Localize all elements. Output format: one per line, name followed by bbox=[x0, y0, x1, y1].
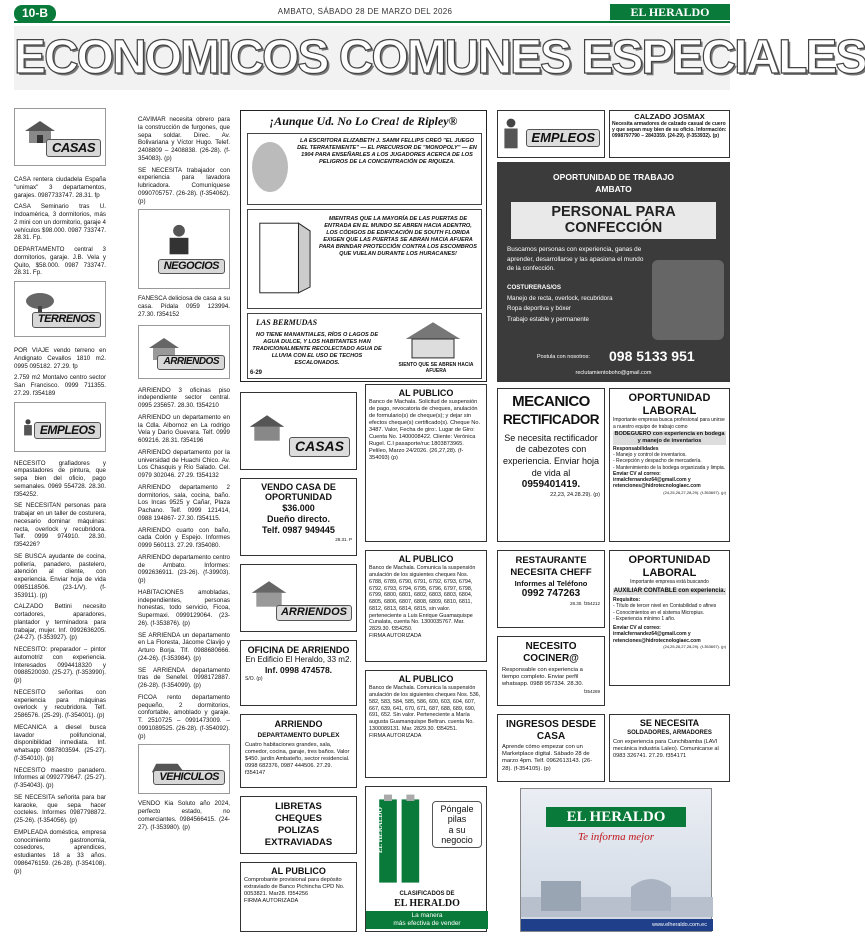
empleos-ad: NECESITO señoritas con experiencia para máquinas overlock y recubridora. Telf. 2586576. (25-29). (f-354001). (p) bbox=[14, 688, 106, 719]
cocinero-ad bbox=[497, 636, 605, 706]
arriendos-ad: SE ARRIENDA departamento tras de Senefel. 0998172887. (26-28). (f-354099). (p) bbox=[138, 666, 230, 689]
oportunidad-laboral-resp: - Mantenimiento de la bodega organizada y limpia. bbox=[613, 464, 726, 471]
oficina-line: En Edificio El Heraldo, 33 m2. bbox=[245, 655, 352, 665]
empleos-label: EMPLEOS bbox=[526, 129, 600, 147]
oportunidad-laboral-req-title: Requisitos: bbox=[613, 597, 641, 604]
calzado-ad bbox=[609, 110, 730, 158]
empleos-ad: SE NECESITAN personas para trabajar en un taller de costurera, necesario dominar máquinas: recta, overlock y recubridora. Telf. 0999 974910. 28.30. f354226? bbox=[14, 502, 106, 548]
restaurante-code: 28.30. f354212 bbox=[569, 600, 600, 606]
ripley-title: ¡Aunque Ud. No Lo Crea! de Ripley® bbox=[269, 114, 458, 128]
arriendos-ad: FICOA rento departamento pequeño, 2 dormitorios, confortable, amoblado y garaje. T. 2510725 – 0991473009. – 0991089525. (26-28). (f-354092). (p) bbox=[138, 693, 230, 740]
arriendo-duplex-title: ARRIENDO bbox=[274, 719, 323, 729]
house-icon bbox=[247, 413, 287, 443]
ingresos-text: Aprende cómo empezar con un Marketplace digital. Sábado 28 de marzo 4pm. Telf. 0962613143. (26-28). (f-354105). (p) bbox=[502, 744, 593, 772]
arriendo-duplex-ad bbox=[240, 714, 357, 788]
arriendos-ad: ARRIENDO un departamento en la Cdla. Albornoz en La rodrigo Vela y Darío Guevara. Telf. 0999 609216. 28.31. f354196 bbox=[138, 413, 230, 444]
oportunidad-laboral-resp-title: Responsabilidades bbox=[613, 445, 659, 452]
al-publico-text: Comprobante provisional para depósito extraviado de Banco Pichincha CPD No. 0053821. Mar28. f354256 bbox=[244, 877, 345, 898]
arriendos-ad: ARRIENDO cuarto con baño, cada Colón y Espejo. Informes 0999 560113. 27.29. f354080. bbox=[138, 526, 230, 549]
pongale-text-box bbox=[432, 801, 482, 848]
restaurante-ad bbox=[497, 550, 605, 628]
oportunidad-laboral-ad bbox=[609, 550, 730, 686]
page-header bbox=[0, 0, 730, 22]
oportunidad-laboral-cv: Enviar CV al correo: bbox=[613, 470, 661, 477]
column-2 bbox=[138, 116, 230, 938]
al-publico-sign: FIRMA AUTORIZADA bbox=[244, 898, 299, 905]
seamstress-photo bbox=[652, 260, 724, 340]
al-publico-text: Banco de Machala. Solicitud de suspensión de pago, revocatoria de cheques, anulación de formulario(s) de cheque(s); y dejar sin efectos cheque(s) certificado(s). Cheque No. 3487. Valor, Fecha de giro:. Lugar de Giro: Cuenta No. 1400008422. Cliente: Verónica Rugel. C.I pasaporte/ruc 1803873965. Pelileo, Marzo 24/2026. (26,27,28). (f-354093) (p) bbox=[369, 399, 480, 462]
heraldo-ad-slogan: Te informa mejor bbox=[578, 831, 654, 843]
header-logo: EL HERALDO bbox=[610, 4, 730, 20]
businessman-icon bbox=[500, 113, 522, 155]
businessman-icon bbox=[159, 214, 199, 264]
al-publico-sign: FIRMA AUTORIZADA bbox=[369, 632, 422, 639]
empleos-ad: NECESITO grafiadores y empastadores de pintura, que sepa bien del oficio, pago semanales. 0969 554728. 28.30. f354252. bbox=[14, 459, 106, 498]
restaurante-title: RESTAURANTE NECESITA CHEFF bbox=[510, 555, 592, 578]
oportunidad-item: Manejo de recta, overlock, recubridora bbox=[507, 294, 613, 302]
oportunidad-title: PERSONAL PARA CONFECCIÓN bbox=[511, 202, 716, 239]
oportunidad-laboral-ad bbox=[609, 388, 730, 542]
al-publico-ad bbox=[240, 862, 357, 932]
pongale-slogan-2: más efectiva de vender bbox=[393, 920, 461, 928]
casas-logo-2 bbox=[240, 392, 357, 470]
oportunidad-laboral-resp: - Manejo y control de inventarios. bbox=[613, 452, 687, 458]
arriendo-duplex-sub: DEPARTAMENTO DUPLEX bbox=[257, 732, 340, 740]
arriendos-label: ARRIENDOS bbox=[276, 605, 352, 621]
oficina-ad bbox=[240, 640, 357, 706]
ripley-panel-1 bbox=[247, 133, 482, 205]
negocios-logo bbox=[138, 209, 230, 289]
oportunidad-trabajo-ad bbox=[497, 162, 730, 382]
oficina-title: OFICINA DE ARRIENDO bbox=[247, 645, 350, 655]
arriendo-duplex-text: Cuatro habitaciones grandes, sala, comedor, cocina, garaje, tres baños. Valor $450. jardín Ambateño, sector residencial. 0998 682376, 0987 444506. 27.29. f354147 bbox=[245, 742, 350, 777]
se-necesita-sub: SOLDADORES, ARMADORES bbox=[627, 730, 712, 737]
oportunidad-laboral-code: (24,25,26,27,28,29). (f-353697). (p) bbox=[663, 489, 726, 495]
mecanico-code: 22,23, 24.28.29). (p) bbox=[550, 491, 600, 498]
oficina-tel: Inf. 0998 474578. bbox=[264, 665, 333, 676]
al-publico-ad bbox=[365, 384, 487, 542]
empleos-ad: NECESITO: preparador – pintor automotriz con experiencia. Interesados 0994418320 y 0988520030. (25-27). (f-353990). (p) bbox=[14, 646, 106, 684]
calzado-text: Necesita armadores de calzado casual de cuero y que sepan muy bien de su oficio. Información: 0998797790 – 2843359. (24-29). (f-353932). (p) bbox=[612, 120, 727, 140]
oportunidad-email: reclutamientoboho@gmail.com bbox=[575, 370, 652, 376]
cocinero-text: Responsable con experiencia a tiempo completo. Enviar perfil whatsapp. 0988 957334. 28.30. bbox=[502, 667, 584, 688]
ripley-panel-3 bbox=[247, 313, 482, 379]
oportunidad-laboral-req: - Conocimientos en el sistema Micropius. bbox=[613, 609, 705, 616]
oportunidad-laboral-emails: irmalcfernandez64@gmail.com y retenciones@hidrotecnologiaec.com bbox=[613, 477, 701, 490]
oportunidad-laboral-title: OPORTUNIDAD LABORAL bbox=[628, 392, 711, 417]
arriendos-ad: HABITACIONES amobladas, independientes, personas honestas, todo servicio, Ficoa, Supermaxi. 0999129064. (23-26). (f-353876). (p) bbox=[138, 588, 230, 627]
oportunidad-laboral-req: - Título de tercer nivel en Contabilidad o afines bbox=[613, 603, 717, 610]
mecanico-tel: 0959401419. bbox=[521, 479, 581, 491]
empleos-ad: MECANICA a diesel busca lavador polifuncional, disponibilidad inmediata. Inf. whatsapp 0987803594. (25-27). (f-354010). (p) bbox=[14, 723, 106, 762]
house-icon bbox=[398, 318, 468, 360]
pongale-slogan bbox=[366, 911, 488, 929]
empleos-logo bbox=[14, 402, 106, 452]
restaurante-info: Informes al Teléfono bbox=[514, 578, 588, 588]
pongale-brand: EL HERALDO bbox=[376, 807, 384, 854]
vehiculos-logo bbox=[138, 744, 230, 794]
se-necesita-title: SE NECESITA bbox=[639, 718, 700, 728]
vendo-casa-price: $36.000 bbox=[282, 502, 315, 513]
arriendos-ad: ARRIENDO departamento por la universidad de Huachi Chico. Av. Los Chasquis y Río Salado. Cel. 0979 302046. 27.29. f354132 bbox=[138, 448, 230, 479]
oportunidad-laboral-role: BODEGUERO con experiencia en bodega y manejo de inventarios bbox=[614, 430, 725, 444]
al-publico-ad bbox=[365, 550, 487, 662]
empleos-ad: SE BUSCA ayudante de cocina, pollería, panadero, pastelero, atención al cliente, con experiencia. Enviar hoja de vida 0985118506. (23-1/V). (f-353911). (p) bbox=[14, 552, 106, 599]
arriendos-logo bbox=[138, 325, 230, 379]
pongale-clasif: CLASIFICADOS DE bbox=[399, 891, 455, 897]
oportunidad-list-title: COSTURERAS/OS bbox=[507, 283, 561, 291]
libretas-line: EXTRAVIADAS bbox=[264, 836, 333, 848]
negocios-label: NEGOCIOS bbox=[158, 259, 225, 275]
vehiculos-label: VEHICULOS bbox=[153, 770, 225, 786]
terrenos-logo bbox=[14, 281, 106, 337]
oportunidad-item: Ropa deportiva y bóxer bbox=[507, 305, 571, 313]
empleos-ad: SE NECESITA señorita para bar karaoke, que sepa hacer cocteles. Informes 0987798872. (25-26). (f-354056). (p) bbox=[14, 793, 106, 824]
casas-ad: DEPARTAMENTO central 3 dormitorios, garaje. J.B. Vela y Quito, $58.000. 0987 733747. 28.31. Fp. bbox=[14, 246, 106, 277]
ripley-text-2: MIENTRAS QUE LA MAYORÍA DE LAS PUERTAS DE ENTRADA EN EL MUNDO SE ABREN HACIA ADENTRO, LOS CÓDIGOS DE EDIFICACIÓN DE SOUTH FLORIDA EXIGEN QUE LAS PUERTAS SE ABRAN HACIA AFUERA PARA BRINDAR PROTECCIÓN CONTRA LOS ESCOMBROS QUE VUELAN DURANTE LOS HURACANES! bbox=[319, 216, 477, 257]
al-publico-text: Banco de Machala. Comunica la suspensión anulación de los siguientes cheques Nos. 6788, 6789, 6790, 6791, 6792, 6793, 6794, 6792, 6793, 6794, 6795, 6796, 6797, 6798, 6799, 6800, 6801, 6802, 6803, 6803, 6804, 6805, 6806, 6807, 6808, 6809, 6810, 6811, 6812, 6813, 6814, 6815, sin valor. perteneciente a Luis Enrique Guamaquispe Cunalata, cuenta No. 1300035767. Mar. 2829.30. f354250. bbox=[369, 565, 476, 632]
vendo-casa-code: 28.31. P bbox=[335, 536, 352, 542]
vendo-casa-title: VENDO CASA DE OPORTUNIDAD bbox=[261, 482, 336, 502]
heraldo-ad-url[interactable]: www.elheraldo.com.ec bbox=[521, 919, 713, 931]
empleos-ad: CAVIMAR necesita obrero para la construcción de furgones, que sepa soldar. Direc. Av. Bolivariana y Víctor Hugo. Telef. 2408809 – 2408838. (26-28). (f-354083). (p) bbox=[138, 116, 230, 162]
mecanico-text: Se necesita rectificador de cabezotes con experiencia. Enviar hoja de vida al bbox=[502, 432, 600, 478]
libretas-line: POLIZAS bbox=[277, 824, 320, 836]
terrenos-ad: 2.759 m2 Montalvo centro sector San Francisco. 0999 711355. 27.29. f354189 bbox=[14, 374, 106, 397]
vendo-casa-owner: Dueño directo. bbox=[266, 514, 330, 525]
casas-logo bbox=[14, 108, 106, 166]
el-heraldo-ad bbox=[520, 788, 712, 932]
oportunidad-laboral-role: AUXILIAR CONTABLE con experiencia. bbox=[613, 587, 726, 594]
portrait-image bbox=[252, 142, 288, 192]
arriendos-ad: SE ARRIENDA un departamento en La Floresta, Jácome Clavijo y Arturo Borja. Tlf. 0988680666. (24-26). (f-353984). (p) bbox=[138, 631, 230, 662]
al-publico-sign: FIRMA AUTORIZADA bbox=[369, 732, 422, 739]
arriendos-ad: ARRIENDO departamento 2 dormitorios, sala, cocina, baño. Los Incas 9525 y Cañar, Plaza Pachano. Telf. 0999 121414, 0988 194867- 27.30. f354115. bbox=[138, 483, 230, 522]
oportunidad-laboral-req: - Experiencia mínimo 1 año. bbox=[613, 615, 676, 622]
oportunidad-desc: Buscamos personas con experiencia, ganas de aprender, desarrollarse y las apasiona el mundo de la confección. bbox=[507, 246, 644, 273]
vendo-casa-ad bbox=[240, 478, 357, 556]
libretas-line: CHEQUES bbox=[275, 812, 322, 824]
oportunidad-laboral-intro: Importante empresa busca profesional para unirse a nuestro equipo de trabajo como bbox=[613, 417, 725, 430]
pongale-line: Póngale bbox=[440, 804, 474, 814]
restaurante-tel: 0992 747263 bbox=[521, 588, 581, 600]
ripley-date: 6-29 bbox=[250, 370, 263, 376]
oportunidad-laboral-resp: - Recepción y despacho de mercadería. bbox=[613, 458, 702, 465]
calzado-title: CALZADO JOSMAX bbox=[634, 112, 705, 121]
al-publico-title: AL PUBLICO bbox=[398, 674, 454, 684]
oportunidad-top: OPORTUNIDAD DE TRABAJO AMBATO bbox=[553, 172, 674, 194]
oportunidad-phone: 098 5133 951 bbox=[609, 348, 695, 364]
libretas-ad bbox=[240, 796, 357, 854]
ripley-cartoon bbox=[240, 110, 487, 382]
al-publico-title: AL PUBLICO bbox=[398, 388, 454, 398]
mecanico-title-2: RECTIFICADOR bbox=[503, 411, 599, 427]
empleos-ad: CALZADO Bettini necesito cortadores, aparadores, plantador y terminadora para trabajar, mujer. Inf. 0992636205. (24-27). (f-353927). (p) bbox=[14, 603, 106, 642]
empleos-ad: SE NECESITA trabajador con experiencia para lavadora lubricadora. Comuníquese 0990705757. (26-28). (f-354062). (p) bbox=[138, 166, 230, 205]
mecanico-title-1: MECANICO bbox=[512, 393, 590, 410]
negocios-ad: FANESCA deliciosa de casa a su casa. Pídala 0959 123994. 27.30. f354152 bbox=[138, 295, 230, 318]
oportunidad-laboral-code: (24,25,26,27,28,29). (f-353697). (p) bbox=[663, 643, 726, 649]
section-title-band bbox=[14, 26, 865, 90]
header-rule bbox=[14, 21, 730, 23]
oficina-code: S/O. (p) bbox=[245, 675, 263, 682]
casas-ad: CASA rentera ciudadela España "unimax" 3 departamentos, garajes. 0987733747. 28.31. fp bbox=[14, 176, 106, 199]
casas-ad: CASA Seminario tras U. Indoamérica, 3 dormitorios, más 2 mini con un dormitorio, garaje 4 vehículos $98.000. 0987 733747. 28.31. Fp. bbox=[14, 203, 106, 242]
al-publico-title: AL PUBLICO bbox=[398, 554, 454, 564]
oportunidad-laboral-intro: Importante empresa está buscando bbox=[630, 579, 709, 586]
oportunidad-laboral-emails: irmalcfernandez64@gmail.com y retenciones@hidrotecnologiaec.com bbox=[613, 631, 701, 644]
ingresos-title: INGRESOS DESDE CASA bbox=[505, 719, 597, 742]
libretas-line: LIBRETAS bbox=[275, 801, 322, 812]
al-publico-title: AL PUBLICO bbox=[271, 866, 326, 876]
casas-label: CASAS bbox=[46, 139, 101, 157]
ingresos-ad bbox=[497, 714, 605, 782]
al-publico-ad bbox=[365, 670, 487, 778]
column-1 bbox=[14, 108, 106, 938]
cocinero-title: NECESITO COCINER@ bbox=[523, 641, 579, 664]
empleos-logo-2 bbox=[497, 110, 605, 158]
ripley-text-4: SIENTO QUE SE ABREN HACIA AFUERA bbox=[398, 362, 474, 375]
empleos-label: EMPLEOS bbox=[34, 422, 101, 439]
terrenos-label: TERRENOS bbox=[32, 312, 101, 328]
mecanico-ad bbox=[497, 388, 605, 542]
cocinero-code: f354269 bbox=[583, 688, 600, 694]
oportunidad-laboral-title: OPORTUNIDAD LABORAL bbox=[628, 554, 711, 579]
vendo-casa-tel: Telf. 0987 949445 bbox=[262, 525, 335, 536]
arriendos-logo-2 bbox=[240, 564, 357, 632]
pongale-line: pilas bbox=[447, 814, 467, 825]
arriendos-ad: ARRIENDO 3 oficinas piso independiente sector central. 0995 235657. 28.30. f354210 bbox=[138, 386, 230, 409]
empleos-ad: NECESITO maestro panadero. Informes al 0992779647. (25-27). (f-354043). (p) bbox=[14, 766, 106, 789]
pongale-line: negocio bbox=[441, 835, 473, 846]
vehiculos-ad: VENDO Kia Soluto año 2024, perfecto estado, no comerciantes. 0984566415. (24-27). (f-353980). (p) bbox=[138, 800, 230, 831]
al-publico-text: Banco de Machala. Comunica la suspensión anulación de los siguientes cheques Nos. 536, 582, 583, 584, 585, 586, 600, 603, 604, 607, 667, 639, 641, 670, 671, 687, 688, 689, 690, 691, 652. Sin valor. Perteneciente a María augusta Guamanquispe Beltran. cuenta No. 1300089131. Mar. 2829.30. f354251. bbox=[369, 685, 481, 732]
casas-label: CASAS bbox=[289, 437, 350, 457]
arriendos-ad: ARRIENDO departamento centro de Ambato. Informes: 0992636911. (23-26). (f-39903). (p) bbox=[138, 553, 230, 584]
arriendos-label: ARRIENDOS bbox=[157, 355, 225, 370]
pongale-line: a su bbox=[448, 824, 466, 835]
page-number: 10-B bbox=[14, 5, 56, 22]
se-necesita-text: Con experiencia para Cunchibamba (LAVI mecánica industria Laleo). Comunicarse al 0983 326741. 27.29. f354171 bbox=[613, 738, 719, 759]
pongale-slogan-1: La manera bbox=[411, 912, 443, 919]
empleos-ad: EMPLEADA doméstica, empresa conocimiento gastronomía, cosedores, aprendices, estudiantes 18 a 33 años. 0986476159. (26-28). (f-354108). (p) bbox=[14, 828, 106, 875]
header-date: AMBATO, SÁBADO 28 DE MARZO DEL 2026 bbox=[277, 7, 453, 16]
heraldo-ad-brand: EL HERALDO bbox=[546, 807, 686, 827]
oportunidad-laboral-cv: Enviar CV al correo: bbox=[613, 625, 661, 632]
door-icon bbox=[254, 218, 312, 298]
ripley-text-3: NO TIENE MANANTIALES, RÍOS O LAGOS DE AGUA DULCE, Y LOS HABITANTES HAN TRADICIONALMENTE RECOLECTADO AGUA DE LLUVIA CON EL USO DE TECHOS ESCALONADOS. bbox=[252, 332, 382, 366]
ripley-bermudas: LAS BERMUDAS bbox=[256, 318, 318, 327]
pongale-brand-2: EL HERALDO bbox=[394, 898, 460, 909]
se-necesita-ad bbox=[609, 714, 730, 782]
oportunidad-item: Trabajo estable y permanente bbox=[507, 316, 589, 324]
pongale-pilas-ad bbox=[365, 786, 487, 932]
terrenos-ad: POR VIAJE vendo terreno en Andignato Cevallos 1810 m2. 0995 095182. 27.29. fp bbox=[14, 347, 106, 370]
section-title: ECONOMICOS COMUNES ESPECIALES bbox=[14, 31, 865, 84]
ripley-panel-2 bbox=[247, 209, 482, 309]
ripley-text-1: LA ESCRITORA ELIZABETH J. SAMM FELLIPS CREÓ "EL JUEGO DEL TERRATENIENTE" — EL PRECURSOR DE "MONOPOLY" — EN 1904 PARA ENSEÑARLES A LOS JUGADORES ACERCA DE LOS PELIGROS DE LA CONCENTRACIÓN DE RIQUEZA. bbox=[297, 138, 477, 165]
building-icon bbox=[521, 867, 713, 917]
oportunidad-postula: Postula con nosotros: bbox=[537, 354, 590, 360]
